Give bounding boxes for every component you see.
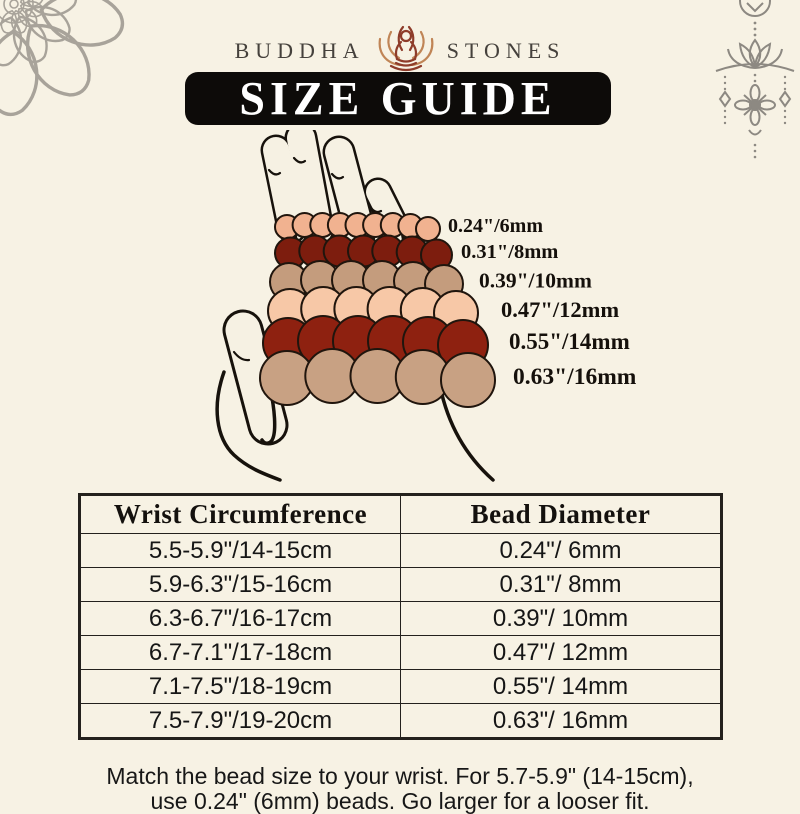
size-table-row bbox=[80, 636, 722, 670]
bead-cell: 0.55"/ 14mm bbox=[401, 670, 722, 704]
fit-note bbox=[0, 764, 800, 814]
size-table-row bbox=[80, 704, 722, 739]
brand-word-right: STONES bbox=[446, 38, 566, 63]
fit-note-line1: Match the bead size to your wrist. For 5.7-5.9" (14-15cm), bbox=[106, 763, 694, 789]
wrist-cell: 5.5-5.9"/14-15cm bbox=[80, 534, 401, 568]
brand-header bbox=[0, 22, 800, 74]
size-table-row bbox=[80, 670, 722, 704]
bead-cell: 0.63"/ 16mm bbox=[401, 704, 722, 739]
size-guide-banner bbox=[185, 72, 611, 125]
bead-size-label: 0.47"/12mm bbox=[501, 296, 620, 322]
size-table-header-row bbox=[80, 495, 722, 534]
lotus-meditation-icon bbox=[374, 22, 438, 74]
bead bbox=[441, 353, 495, 407]
bead-size-label: 0.31"/8mm bbox=[461, 241, 559, 264]
bead-size-label: 0.63"/16mm bbox=[513, 364, 637, 391]
hand-bead-illustration bbox=[190, 130, 670, 490]
bead-rows bbox=[260, 213, 495, 407]
brand-word-left: BUDDHA bbox=[234, 38, 365, 63]
wrist-cell: 6.7-7.1"/17-18cm bbox=[80, 636, 401, 670]
size-table bbox=[78, 493, 723, 740]
wrist-cell: 5.9-6.3"/15-16cm bbox=[80, 568, 401, 602]
fit-note-line2: use 0.24" (6mm) beads. Go larger for a looser fit. bbox=[150, 788, 650, 814]
wrist-circumference-header: Wrist Circumference bbox=[80, 495, 401, 534]
bead-cell: 0.31"/ 8mm bbox=[401, 568, 722, 602]
size-table-row bbox=[80, 534, 722, 568]
bead-cell: 0.47"/ 12mm bbox=[401, 636, 722, 670]
size-table-row bbox=[80, 602, 722, 636]
wrist-cell: 7.1-7.5"/18-19cm bbox=[80, 670, 401, 704]
bead-cell: 0.39"/ 10mm bbox=[401, 602, 722, 636]
size-guide-title: SIZE GUIDE bbox=[239, 71, 557, 126]
wrist-cell: 7.5-7.9"/19-20cm bbox=[80, 704, 401, 739]
bead-size-label: 0.39"/10mm bbox=[479, 268, 592, 293]
size-table-row bbox=[80, 568, 722, 602]
bead-cell: 0.24"/ 6mm bbox=[401, 534, 722, 568]
wrist-cell: 6.3-6.7"/16-17cm bbox=[80, 602, 401, 636]
bead-size-label: 0.24"/6mm bbox=[448, 215, 543, 237]
bead-size-label: 0.55"/14mm bbox=[509, 329, 630, 355]
bead-diameter-header: Bead Diameter bbox=[401, 495, 722, 534]
